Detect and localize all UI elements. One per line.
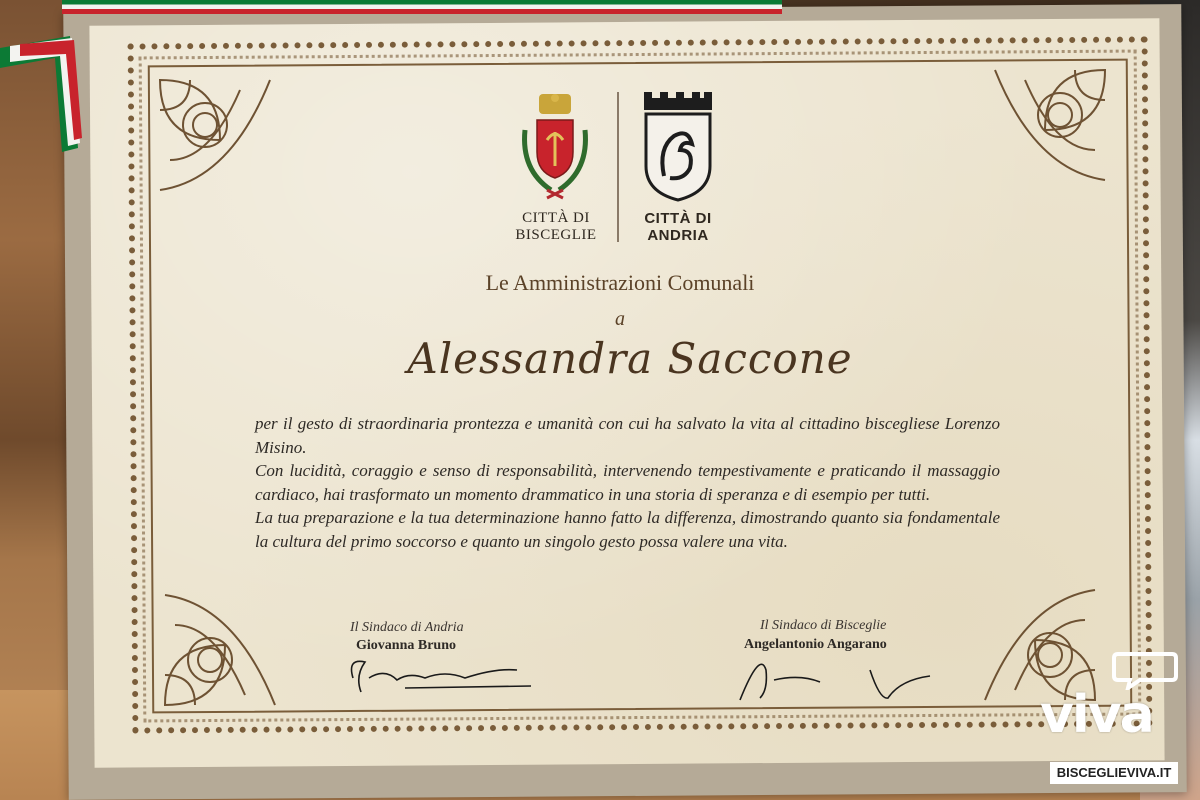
city-label-line1: CITTÀ DI [522,210,590,226]
body-paragraph-1: per il gesto di straordinaria prontezza e umanità con cui ha salvato la vita al cittadino biscegliese Lorenzo Misino. [255,414,1000,457]
signatory-title-andria: Il Sindaco di Andria [350,620,464,635]
signatory-name-bisceglie: Angelantonio Angarano [744,637,887,652]
signatory-title-bisceglie: Il Sindaco di Bisceglie [760,618,887,633]
tricolor-ribbon [62,0,782,14]
andria-coat-of-arms-icon [640,88,716,204]
handwritten-signature-andria [345,648,535,698]
certificate-body [255,412,1000,553]
tricolor-ribbon-tail [0,28,100,168]
bisceglie-coat-of-arms-icon [515,90,595,202]
signatory-name-andria: Giovanna Bruno [356,638,456,653]
corner-ornament-bottom-left [155,575,295,715]
heading-preposition: a [615,308,625,330]
city-label-line1: CITTÀ DI [644,210,712,227]
watermark-logo: viva [1040,685,1153,745]
city-name-bisceglie [500,210,612,244]
body-paragraph-2: Con lucidità, coraggio e senso di responsabilità, intervenendo tempestivamente e praticando il massaggio cardiaco, hai trasformato un momento drammatico in una storia di speranza e di esempio per tutti. [255,461,1000,504]
city-name-andria [628,210,728,244]
body-paragraph-3: La tua preparazione e la tua determinazione hanno fatto la differenza, dimostrando quanto sia fondamentale la cultura del primo soccorso e quanto un singolo gesto possa valere una vita. [255,508,1000,551]
corner-ornament-top-right [975,60,1115,200]
watermark-url: BISCEGLIEVIVA.IT [1050,762,1178,784]
corner-ornament-top-left [150,70,290,210]
city-label-line2: BISCEGLIE [515,227,597,243]
certificate-heading: Le Amministrazioni Comunali [485,270,755,295]
handwritten-signature-bisceglie [730,640,960,710]
city-label-line2: ANDRIA [647,227,709,244]
recipient-name: Alessandra Saccone [407,334,853,383]
crest-divider [617,92,619,242]
